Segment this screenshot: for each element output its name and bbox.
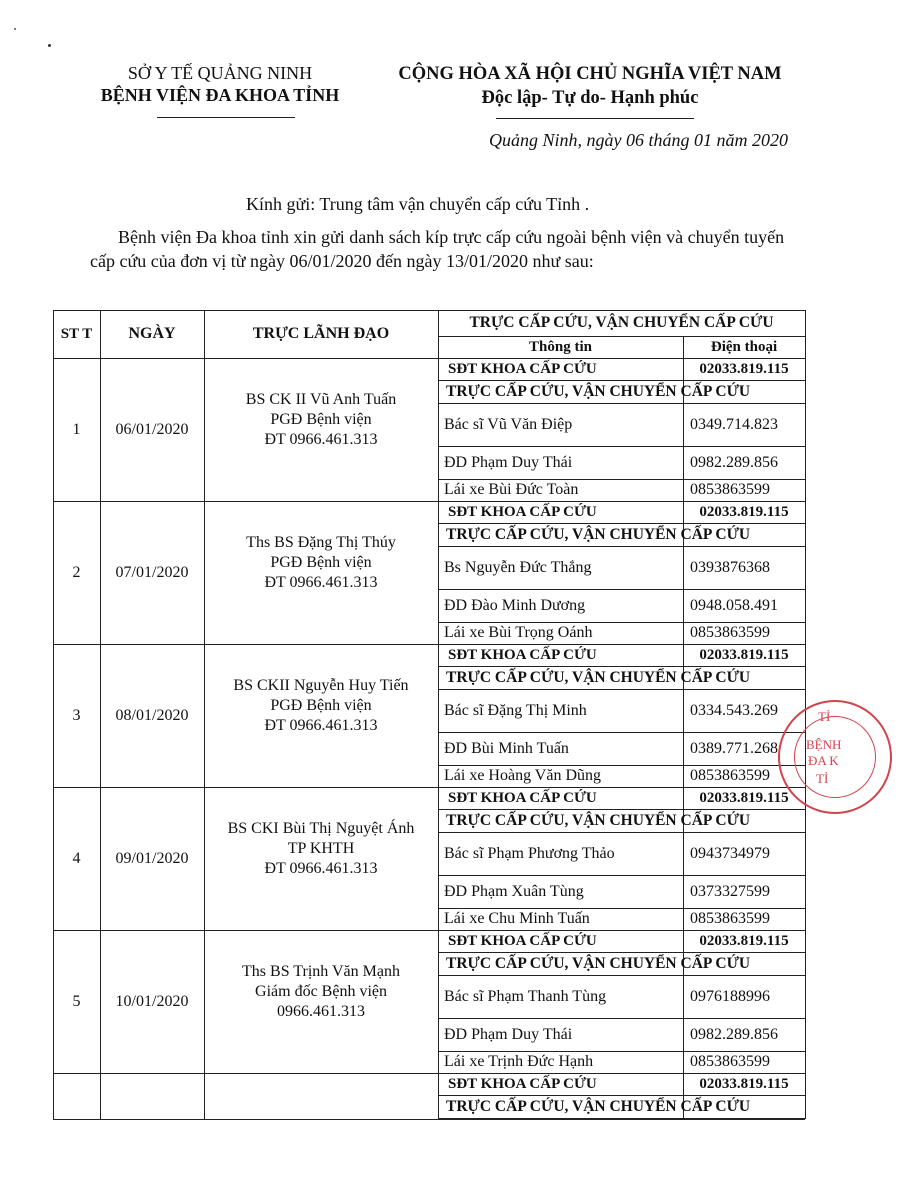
leader-cell <box>204 787 438 910</box>
header-info: Thông tin <box>529 339 592 355</box>
header-date: NGÀY <box>128 325 176 342</box>
nurse-phone: 0389.771.268 <box>690 739 778 757</box>
driver-phone: 0853863599 <box>690 767 770 784</box>
document-date: Quảng Ninh, ngày 06 tháng 01 năm 2020 <box>489 130 788 150</box>
driver-name: Lái xe Trịnh Đức Hạnh <box>444 1053 594 1070</box>
sub-header: TRỰC CẤP CỨU, VẬN CHUYỂN CẤP CỨU <box>446 525 751 543</box>
driver-name: Lái xe Bùi Trọng Oánh <box>444 624 593 641</box>
header-leader: TRỰC LÃNH ĐẠO <box>252 325 390 342</box>
doctor-phone: 0349.714.823 <box>690 415 778 433</box>
seal-text: TỈ <box>816 771 829 786</box>
doctor-name: Bác sĩ Vũ Văn Điệp <box>444 415 573 433</box>
sub-header: TRỰC CẤP CỨU, VẬN CHUYỂN CẤP CỨU <box>446 954 751 972</box>
stt-cell: 2 <box>72 563 81 581</box>
leader-cell <box>204 644 438 767</box>
driver-phone: 0853863599 <box>690 481 770 498</box>
khoa-label: SĐT KHOA CẤP CỨU <box>448 790 597 806</box>
doctor-phone: 0334.543.269 <box>690 701 778 719</box>
khoa-label: SĐT KHOA CẤP CỨU <box>448 504 597 520</box>
driver-phone: 0853863599 <box>690 910 770 927</box>
driver-name: Lái xe Chu Minh Tuấn <box>444 910 590 927</box>
divider <box>157 117 295 118</box>
leader-cell-line: TP KHTH <box>287 839 355 857</box>
leader-cell-line: ĐT 0966.461.313 <box>264 716 378 734</box>
khoa-phone: 02033.819.115 <box>699 933 789 949</box>
leader-cell-line: Ths BS Trịnh Văn Mạnh <box>242 962 400 980</box>
nurse-phone: 0373327599 <box>690 882 770 900</box>
sub-header: TRỰC CẤP CỨU, VẬN CHUYỂN CẤP CỨU <box>446 382 751 400</box>
sub-header: TRỰC CẤP CỨU, VẬN CHUYỂN CẤP CỨU <box>446 668 751 686</box>
leader-cell-line: PGĐ Bệnh viện <box>270 696 372 714</box>
leader-cell-line: BS CKII Nguyễn Huy Tiến <box>233 676 409 694</box>
leader-cell-line: BS CKI Bùi Thị Nguyệt Ánh <box>227 819 415 837</box>
driver-name: Lái xe Hoàng Văn Dũng <box>444 767 601 784</box>
leader-cell <box>204 930 438 1053</box>
date-cell: 09/01/2020 <box>115 849 189 867</box>
motto: Độc lập- Tự do- Hạnh phúc <box>481 88 699 108</box>
stt-cell: 1 <box>72 420 81 438</box>
recipient-line: Kính gửi: Trung tâm vận chuyển cấp cứu Tỉnh . <box>246 194 590 214</box>
doctor-phone: 0943734979 <box>690 844 770 862</box>
table-rule <box>53 1119 805 1120</box>
date-cell: 07/01/2020 <box>115 563 189 581</box>
national-header <box>380 62 800 110</box>
intro-paragraph: Bệnh viện Đa khoa tỉnh xin gửi danh sách kíp trực cấp cứu ngoài bệnh viện và chuyển tuyến cấp cứu của đơn vị từ ngày 06/01/2020 đến ngày 13/01/2020 như sau: <box>90 227 785 271</box>
khoa-label: SĐT KHOA CẤP CỨU <box>448 1076 597 1092</box>
khoa-label: SĐT KHOA CẤP CỨU <box>448 647 597 663</box>
nurse-name: ĐD Phạm Duy Thái <box>444 453 573 471</box>
nurse-phone: 0982.289.856 <box>690 453 778 471</box>
doctor-phone: 0393876368 <box>690 558 770 576</box>
stt-cell: 3 <box>72 706 81 724</box>
scan-speck <box>48 44 51 47</box>
leader-cell-line: ĐT 0966.461.313 <box>264 859 378 877</box>
seal-text: TỈ <box>818 709 831 724</box>
stt-cell: 5 <box>72 992 81 1010</box>
scan-speck <box>14 28 16 30</box>
leader-cell-line: BS CK II Vũ Anh Tuấn <box>245 390 397 408</box>
country-name: CỘNG HÒA XÃ HỘI CHỦ NGHĨA VIỆT NAM <box>398 64 782 84</box>
nurse-name: ĐD Đào Minh Dương <box>444 596 586 614</box>
nurse-name: ĐD Phạm Xuân Tùng <box>444 882 584 900</box>
sub-header: TRỰC CẤP CỨU, VẬN CHUYỂN CẤP CỨU <box>446 811 751 829</box>
seal-text: BỆNH <box>806 737 842 752</box>
nurse-phone: 0948.058.491 <box>690 596 778 614</box>
sub-header: TRỰC CẤP CỨU, VẬN CHUYỂN CẤP CỨU <box>446 1097 751 1115</box>
leader-cell-line: 0966.461.313 <box>277 1002 365 1020</box>
khoa-phone: 02033.819.115 <box>699 790 789 806</box>
khoa-phone: 02033.819.115 <box>699 504 789 520</box>
driver-phone: 0853863599 <box>690 624 770 641</box>
doctor-phone: 0976188996 <box>690 987 770 1005</box>
nurse-phone: 0982.289.856 <box>690 1025 778 1043</box>
khoa-label: SĐT KHOA CẤP CỨU <box>448 933 597 949</box>
leader-cell-line: PGĐ Bệnh viện <box>270 410 372 428</box>
leader-cell-line: ĐT 0966.461.313 <box>264 573 378 591</box>
header-group: TRỰC CẤP CỨU, VẬN CHUYỂN CẤP CỨU <box>469 314 774 331</box>
date-cell: 06/01/2020 <box>115 420 189 438</box>
leader-cell-line: ĐT 0966.461.313 <box>264 430 378 448</box>
org-department: SỞ Y TẾ QUẢNG NINH <box>127 63 313 83</box>
doctor-name: Bs Nguyễn Đức Thắng <box>444 558 592 576</box>
leader-cell-line: Ths BS Đặng Thị Thúy <box>246 533 396 551</box>
header-stt: ST T <box>60 326 93 342</box>
doctor-name: Bác sĩ Phạm Thanh Tùng <box>444 987 607 1005</box>
khoa-phone: 02033.819.115 <box>699 361 789 377</box>
date-cell: 08/01/2020 <box>115 706 189 724</box>
seal-text: ĐA K <box>808 753 839 768</box>
khoa-label: SĐT KHOA CẤP CỨU <box>448 361 597 377</box>
driver-phone: 0853863599 <box>690 1053 770 1070</box>
leader-cell <box>204 501 438 624</box>
leader-cell-line: Giám đốc Bệnh viện <box>255 982 387 1000</box>
khoa-phone: 02033.819.115 <box>699 647 789 663</box>
doctor-name: Bác sĩ Phạm Phương Thảo <box>444 844 615 862</box>
issuing-organization <box>80 62 360 106</box>
date-cell: 10/01/2020 <box>115 992 189 1010</box>
divider <box>496 118 694 119</box>
leader-cell <box>204 358 438 481</box>
khoa-phone: 02033.819.115 <box>699 1076 789 1092</box>
official-seal <box>778 700 892 814</box>
nurse-name: ĐD Phạm Duy Thái <box>444 1025 573 1043</box>
org-hospital: BỆNH VIỆN ĐA KHOA TỈNH <box>100 85 340 105</box>
leader-cell-line: PGĐ Bệnh viện <box>270 553 372 571</box>
stt-cell: 4 <box>72 849 81 867</box>
driver-name: Lái xe Bùi Đức Toàn <box>444 481 579 498</box>
header-phone: Điện thoại <box>710 339 778 355</box>
nurse-name: ĐD Bùi Minh Tuấn <box>444 739 569 757</box>
doctor-name: Bác sĩ Đặng Thị Minh <box>444 701 587 719</box>
